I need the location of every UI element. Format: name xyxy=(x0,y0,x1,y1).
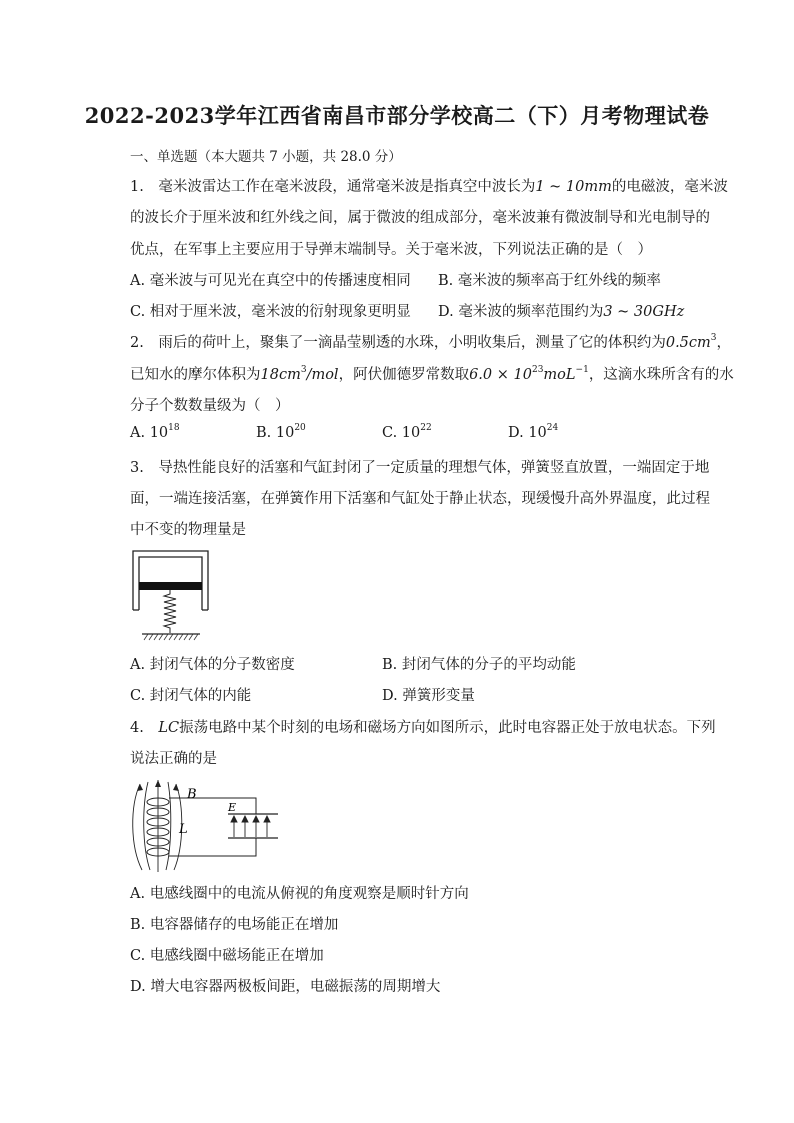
q4-option-a[interactable]: A. 电感线圈中的电流从俯视的角度观察是顺时针方向 xyxy=(130,886,469,902)
q2-option-c[interactable]: C. $10^{22}$ xyxy=(382,423,432,441)
page-title: 2022-2023学年江西省南昌市部分学校高二（下）月考物理试卷 xyxy=(84,103,710,128)
q3-line-3: 中不变的物理量是 xyxy=(130,522,246,538)
q3-option-b[interactable]: B. 封闭气体的分子的平均动能 xyxy=(382,657,576,673)
q1-line-3: 优点，在军事上主要应用于导弹末端制导。关于毫米波，下列说法正确的是（ ） xyxy=(130,242,652,258)
ground-hatch xyxy=(144,634,198,640)
q1-line-1: 1. 毫米波雷达工作在毫米波段，通常毫米波是指真空中波长为1 ~ 10mm的电磁波，毫米波 xyxy=(130,179,728,195)
q1-option-d[interactable]: D. 毫米波的频率范围约为3 ~ 30GHz xyxy=(438,304,685,320)
q4-line-1: 4. LC振荡电路中某个时刻的电场和磁场方向如图所示，此时电容器正处于放电状态。下列 xyxy=(130,720,716,736)
q2-line-2: 已知水的摩尔体积为$18cm^3$/mol，阿伏伽德罗常数取$6.0 \times 10^{23}moL^{-1}$，这滴水珠所含有的水 xyxy=(130,365,734,383)
section-heading: 一、单选题（本大题共 7 小题，共 28.0 分） xyxy=(130,149,402,165)
q1-option-b[interactable]: B. 毫米波的频率高于红外线的频率 xyxy=(438,273,661,289)
piston xyxy=(139,582,202,590)
label-b: B xyxy=(187,787,197,802)
q3-line-2: 面，一端连接活塞，在弹簧作用下活塞和气缸处于静止状态，现缓慢升高外界温度，此过程 xyxy=(130,491,710,507)
spring xyxy=(164,590,176,633)
q4-option-d[interactable]: D. 增大电容器两极板间距，电磁振荡的周期增大 xyxy=(130,979,441,995)
q1-option-a[interactable]: A. 毫米波与可见光在真空中的传播速度相同 xyxy=(130,273,411,289)
q2-option-a[interactable]: A. $10^{18}$ xyxy=(130,423,180,441)
label-l: L xyxy=(179,822,188,837)
q1-line-2: 的波长介于厘米波和红外线之间，属于微波的组成部分，毫米波兼有微波制导和光电制导的 xyxy=(130,210,710,226)
q3-line-1: 3. 导热性能良好的活塞和气缸封闭了一定质量的理想气体，弹簧竖直放置，一端固定于地 xyxy=(130,460,710,476)
electric-field-arrows xyxy=(231,816,270,837)
q3-option-a[interactable]: A. 封闭气体的分子数密度 xyxy=(130,657,295,673)
q4-line-2: 说法正确的是 xyxy=(130,751,217,767)
q4-option-b[interactable]: B. 电容器储存的电场能正在增加 xyxy=(130,917,339,933)
lc-circuit-figure xyxy=(128,776,288,874)
q3-option-c[interactable]: C. 封闭气体的内能 xyxy=(130,688,252,704)
cylinder-outer xyxy=(133,551,208,610)
q1-option-c[interactable]: C. 相对于厘米波，毫米波的衍射现象更明显 xyxy=(130,304,411,320)
q2-option-b[interactable]: B. $10^{20}$ xyxy=(256,423,306,441)
q4-option-c[interactable]: C. 电感线圈中磁场能正在增加 xyxy=(130,948,324,964)
label-e: E xyxy=(228,801,237,814)
q2-line-3: 分子个数数量级为（ ） xyxy=(130,398,290,414)
q2-line-1: 2. 雨后的荷叶上，聚集了一滴晶莹剔透的水珠，小明收集后，测量了它的体积约为$0.5cm^3$， xyxy=(130,333,732,351)
q2-option-d[interactable]: D. $10^{24}$ xyxy=(508,423,559,441)
q3-option-d[interactable]: D. 弹簧形变量 xyxy=(382,688,475,704)
cylinder-piston-figure xyxy=(130,546,220,646)
